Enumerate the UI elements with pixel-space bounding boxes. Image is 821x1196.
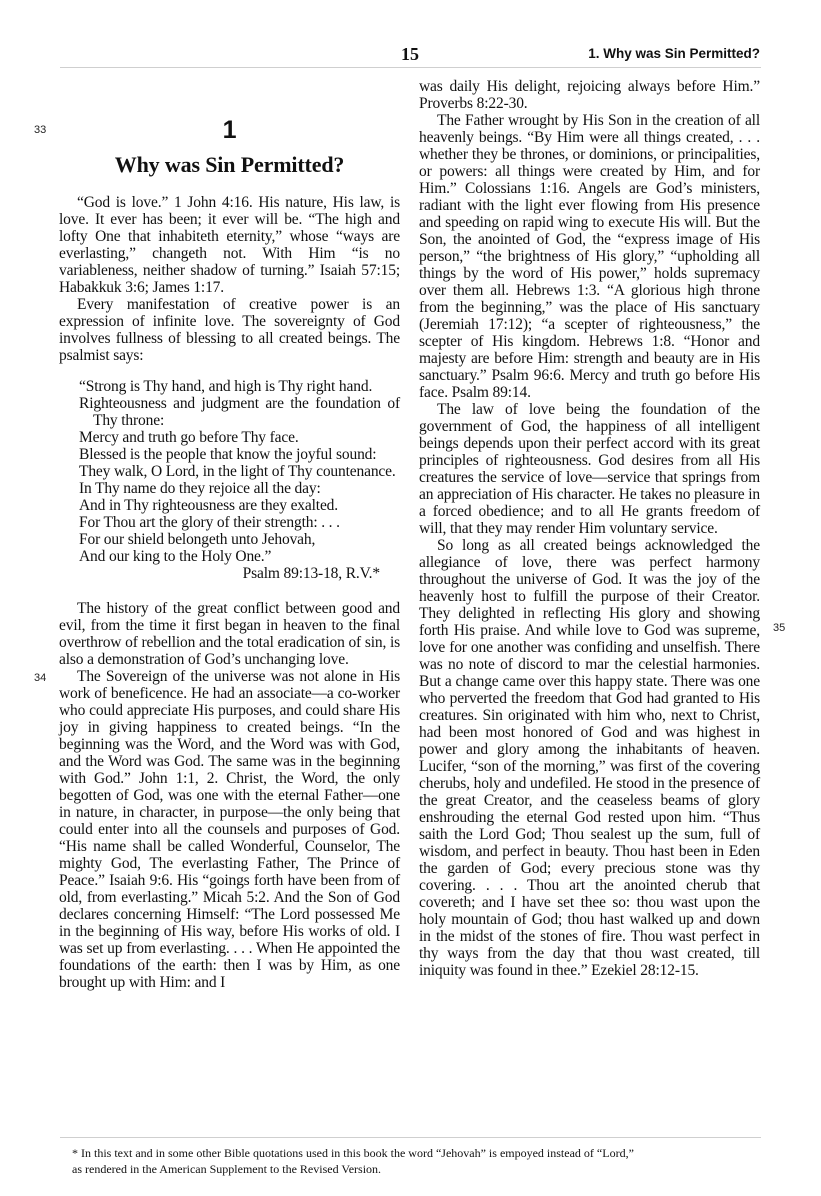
page-number: 15 [401, 44, 419, 64]
paragraph: The history of the great conflict between good and evil, from the time it first began in heaven to the final overthrow of rebellion and the total eradication of sin, is also a demonstration of God’s unchanging love. [59, 600, 400, 668]
footnote [72, 1145, 762, 1177]
right-column [419, 78, 760, 979]
poem-line: And in Thy righteousness are they exalted. [79, 497, 339, 514]
footnote-rule [60, 1137, 761, 1138]
paragraph: So long as all created beings acknowledged the allegiance of love, there was perfect harmony throughout the universe of God. It was the joy of the heavenly host to fulfill the purpose of their Creator. They delighted in reflecting His glory and showing forth His praise. And while love to God was supreme, love for one another was confiding and unselfish. There was no note of discord to mar the celestial harmonies. But a change came over this happy state. There was one who perverted the freedom that God had granted to His creatures. Sin originated with him who, next to Christ, had been most honored of God and was highest in power and glory among the inhabitants of heaven. Lucifer, “son of the morning,” was first of the covering cherubs, holy and undefiled. He stood in the presence of the great Creator, and the ceaseless beams of glory enshrouding the eternal God rested upon him. “Thus saith the Lord God; Thou sealest up the sum, full of wisdom, and perfect in beauty. Thou hast been in Eden the garden of God; every precious stone was thy covering. . . . Thou art the anointed cherub that covereth; and I have set thee so: thou wast upon the holy mountain of God; thou hast walked up and down in the midst of the stones of fire. Thou wast perfect in thy ways from the day that thou wast created, till iniquity was found in thee.” Ezekiel 28:12-15. [419, 537, 760, 979]
paragraph-continued: was daily His delight, rejoicing always before Him.” Proverbs 8:22-30. [419, 78, 760, 112]
margin-number-33: 33 [34, 124, 47, 136]
running-head: 1. Why was Sin Permitted? [588, 46, 760, 61]
footnote-line: as rendered in the American Supplement to the Revised Version. [72, 1162, 382, 1176]
poem-line: In Thy name do they rejoice all the day: [79, 480, 321, 497]
poem-line: For Thou art the glory of their strength: . . . [79, 514, 340, 531]
poem-citation: Psalm 89:13-18, R.V.* [242, 565, 380, 582]
chapter-title: Why was Sin Permitted? [114, 152, 345, 177]
poem-line: “Strong is Thy hand, and high is Thy right hand. [79, 378, 373, 395]
poem-line: Blessed is the people that know the joyful sound: [79, 446, 377, 463]
poem-line: They walk, O Lord, in the light of Thy countenance. [79, 463, 396, 480]
margin-number-35: 35 [773, 622, 786, 634]
paragraph: The law of love being the foundation of the government of God, the happiness of all intelligent beings depends upon their perfect accord with its great principles of righteousness. God desires from all His creatures the service of love—service that springs from an appreciation of His character. He takes no pleasure in a forced obedience; and to all He grants freedom of will, that they may render Him voluntary service. [419, 401, 760, 537]
poem-line: And our king to the Holy One.” [79, 548, 272, 565]
left-column [59, 78, 400, 991]
paragraph: Every manifestation of creative power is an expression of infinite love. The sovereignty of God involves fullness of blessing to all created beings. The psalmist says: [59, 296, 400, 364]
poem-line: Mercy and truth go before Thy face. [79, 429, 299, 446]
poem-line: For our shield belongeth unto Jehovah, [79, 531, 316, 548]
psalm-quotation [79, 378, 400, 582]
header-rule [60, 67, 761, 68]
margin-number-34: 34 [34, 672, 47, 684]
poem-line: Righteousness and judgment are the foundation of Thy throne: [79, 395, 400, 429]
paragraph: The Father wrought by His Son in the creation of all heavenly beings. “By Him were all things created, . . . whether they be thrones, or dominions, or principalities, or powers: all things were created by Him, and for Him.” Colossians 1:16. Angels are God’s ministers, radiant with the light ever flowing from His presence and speeding on rapid wing to execute His will. But the Son, the anointed of God, the “express image of His person,” “the brightness of His glory,” “upholding all things by the word of His power,” holds supremacy over them all. Hebrews 1:3. “A glorious high throne from the beginning,” was the place of His sanctuary (Jeremiah 17:12); “a scepter of righteousness,” the scepter of His kingdom. Hebrews 1:8. “Honor and majesty are before Him: strength and beauty are in His sanctuary.” Psalm 96:6. Mercy and truth go before His face. Psalm 89:14. [419, 112, 760, 401]
chapter-number: 1 [222, 116, 237, 144]
paragraph: The Sovereign of the universe was not alone in His work of beneficence. He had an associate—a co-worker who could appreciate His purposes, and could share His joy in giving happiness to created beings. “In the beginning was the Word, and the Word was with God, and the Word was God. The same was in the beginning with God.” John 1:1, 2. Christ, the Word, the only begotten of God, was one with the eternal Father—one in nature, in character, in purpose—the only being that could enter into all the counsels and purposes of God. “His name shall be called Wonderful, Counselor, The mighty God, The everlasting Father, The Prince of Peace.” Isaiah 9:6. His “goings forth have been from of old, from everlasting.” Micah 5:2. And the Son of God declares concerning Himself: “The Lord possessed Me in the beginning of His way, before His works of old. I was set up from everlasting. . . . When He appointed the foundations of the earth: then I was by Him, as one brought up with Him: and I [59, 668, 400, 991]
paragraph: “God is love.” 1 John 4:16. His nature, His law, is love. It ever has been; it ever will be. “The high and lofty One that inhabiteth eternity,” whose “ways are everlasting,” changeth not. With Him “is no variableness, neither shadow of turning.” Isaiah 57:15; Habakkuk 3:6; James 1:17. [59, 194, 400, 296]
footnote-line: * In this text and in some other Bible quotations used in this book the word “Jehovah” is empoyed instead of “Lord,” [72, 1146, 634, 1160]
